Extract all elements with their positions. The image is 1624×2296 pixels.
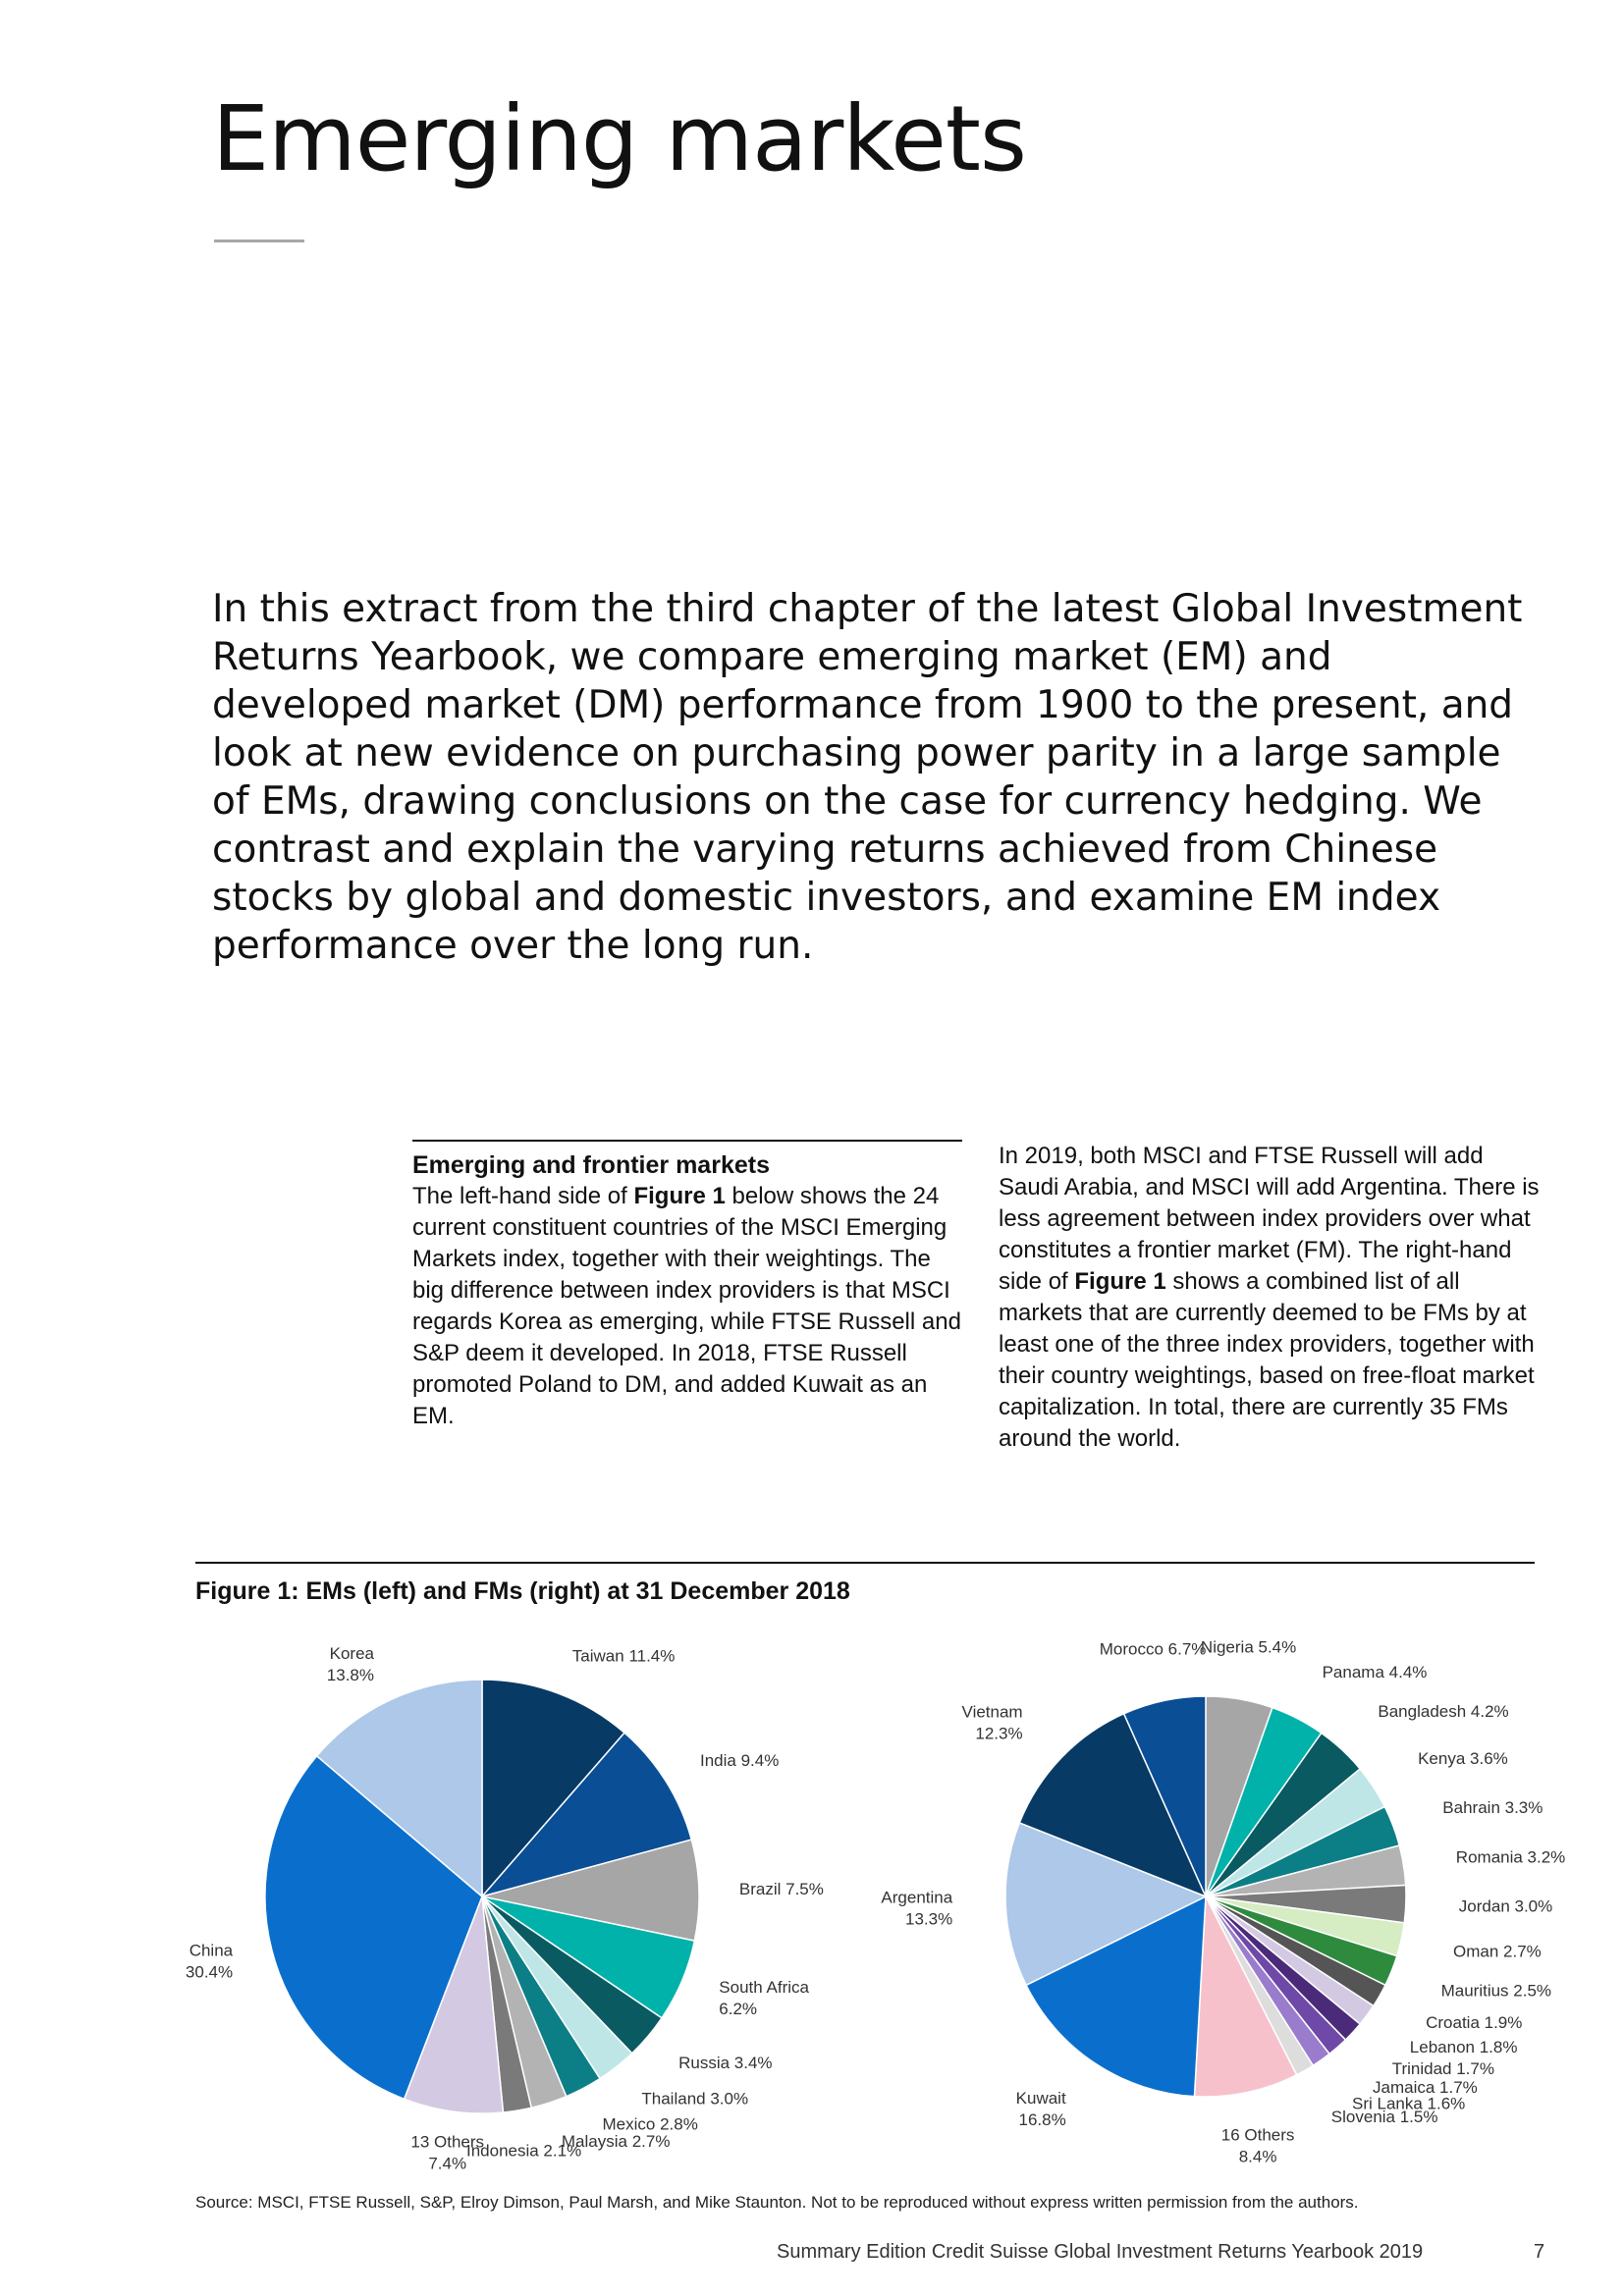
em-label-korea-13-8: Korea 13.8% (326, 1644, 374, 1685)
fm-label-jamaica-1-7: Jamaica 1.7% (1373, 2078, 1478, 2098)
em-label-13-others-7-4: 13 Others 7.4% (410, 2132, 485, 2173)
fm-label-bahrain-3-3: Bahrain 3.3% (1442, 1797, 1543, 1817)
left-column-paragraph (412, 1181, 962, 1432)
right-text-2: shows a combined list of all markets that are currently deemed to be FMs by at least one of the three index providers, together with their country weightings, based on free-float market capitalization. In total, there are currently 35 FMs around the world. (999, 1268, 1535, 1452)
fm-label-vietnam-12-3: Vietnam 12.3% (961, 1702, 1023, 1743)
right-column-paragraph (999, 1141, 1548, 1455)
fm-label-kenya-3-6: Kenya 3.6% (1418, 1749, 1508, 1768)
fm-label-lebanon-1-8: Lebanon 1.8% (1409, 2038, 1518, 2056)
em-label-china-30-4: China 30.4% (185, 1941, 234, 1982)
section-heading: Emerging and frontier markets (412, 1151, 770, 1179)
em-pie-chart (185, 1629, 863, 2173)
figure-source: Source: MSCI, FTSE Russell, S&P, Elroy Dimson, Paul Marsh, and Mike Staunton. Not to be reproduced without express written permission from the authors. (195, 2193, 1359, 2212)
em-label-mexico-2-8: Mexico 2.8% (602, 2114, 698, 2134)
left-text-2: below shows the 24 current constituent countries of the MSCI Emerging Markets index, together with their weightings. The big difference between index providers is that MSCI regards Korea as emerging, while FTSE Russell and S&P deem it developed. In 2018, FTSE Russell promoted Poland to DM, and added Kuwait as an EM. (412, 1183, 961, 1429)
fm-label-jordan-3-0: Jordan 3.0% (1458, 1896, 1553, 1916)
fm-label-trinidad-1-7: Trinidad 1.7% (1391, 2058, 1494, 2078)
right-text-1: In 2019, both MSCI and FTSE Russell will add Saudi Arabia, and MSCI will add Argentina. There is less agreement between index providers over what constitutes a frontier market (FM). The right-hand side of (999, 1143, 1540, 1295)
left-column (412, 1140, 962, 1432)
em-label-malaysia-2-7: Malaysia 2.7% (561, 2132, 671, 2152)
fm-label-sri-lanka-1-6: Sri Lanka 1.6% (1352, 2094, 1466, 2113)
title-divider (214, 240, 304, 242)
fm-label-panama-4-4: Panama 4.4% (1322, 1662, 1428, 1682)
fm-label-croatia-1-9: Croatia 1.9% (1426, 2012, 1523, 2032)
fm-pie-chart (864, 1629, 1571, 2166)
intro-paragraph: In this extract from the third chapter of the latest Global Investment Returns Yearbook, we compare emerging market (EM) and developed market (DM) performance from 1900 to the present, and look at new evidence on purchasing power parity in a large sample of EMs, drawing conclusions on the case for currency hedging. We contrast and explain the varying returns achieved from Chinese stocks by global and domestic investors, and examine EM index performance over the long run. (212, 587, 1523, 968)
right-figure-ref: Figure 1 (1074, 1268, 1166, 1295)
em-label-thailand-3-0: Thailand 3.0% (641, 2089, 749, 2109)
fm-label-oman-2-7: Oman 2.7% (1453, 1942, 1542, 1961)
figure-title: Figure 1: EMs (left) and FMs (right) at 31 December 2018 (195, 1577, 850, 1605)
footer-text: Summary Edition Credit Suisse Global Investment Returns Yearbook 2019 (777, 2241, 1424, 2263)
em-label-taiwan-11-4: Taiwan 11.4% (571, 1646, 676, 1666)
figure-divider (195, 1562, 1535, 1564)
fm-label-morocco-6-7: Morocco 6.7% (1099, 1639, 1207, 1659)
fm-label-slovenia-1-5: Slovenia 1.5% (1330, 2108, 1438, 2127)
fm-label-mauritius-2-5: Mauritius 2.5% (1440, 1981, 1552, 2001)
em-label-south-africa-6-2: South Africa 6.2% (719, 1978, 809, 2019)
fm-label-bangladesh-4-2: Bangladesh 4.2% (1378, 1701, 1509, 1721)
fm-label-nigeria-5-4: Nigeria 5.4% (1200, 1637, 1297, 1657)
left-text-1: The left-hand side of (412, 1183, 634, 1209)
fm-label-kuwait-16-8: Kuwait 16.8% (1015, 2089, 1066, 2130)
page-title: Emerging markets (212, 86, 1026, 191)
em-label-india-9-4: India 9.4% (700, 1750, 780, 1770)
em-label-indonesia-2-1: Indonesia 2.1% (465, 2141, 582, 2161)
fm-label-16-others-8-4: 16 Others 8.4% (1220, 2125, 1295, 2166)
em-label-brazil-7-5: Brazil 7.5% (738, 1880, 824, 1899)
em-label-russia-3-4: Russia 3.4% (678, 2054, 773, 2073)
fm-label-romania-3-2: Romania 3.2% (1455, 1847, 1566, 1867)
page-number: 7 (1534, 2241, 1545, 2263)
right-column (999, 1141, 1548, 1455)
fm-label-argentina-13-3: Argentina 13.3% (881, 1888, 953, 1929)
left-figure-ref: Figure 1 (633, 1183, 726, 1209)
